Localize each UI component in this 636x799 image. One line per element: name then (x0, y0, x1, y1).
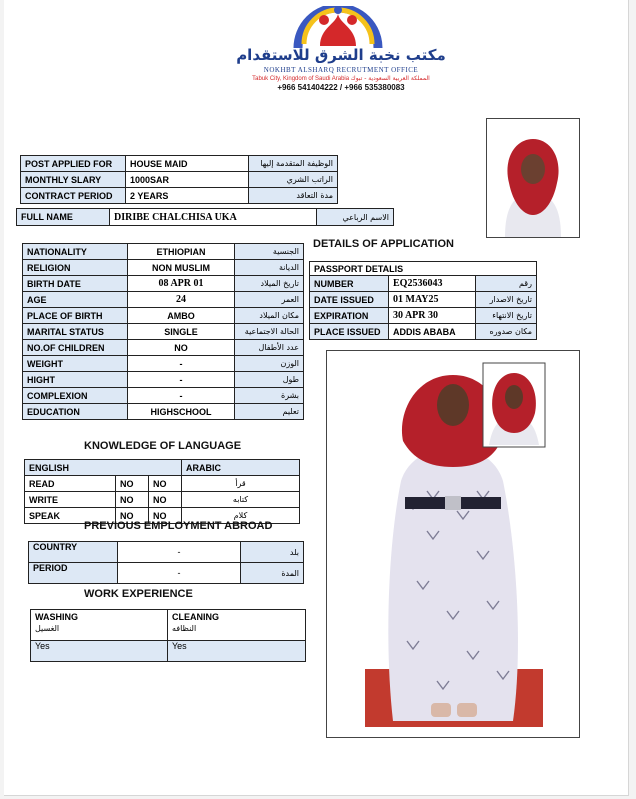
language-speak-label: SPEAK (25, 508, 116, 524)
salary-label-ar: الراتب الشري (249, 172, 338, 188)
table-row (21, 188, 338, 204)
personal-value: 24 (128, 292, 235, 308)
table-row (310, 276, 537, 292)
passport-issued-label: DATE ISSUED (310, 292, 389, 308)
personal-value: - (128, 372, 235, 388)
personal-value: - (128, 356, 235, 372)
personal-label: EDUCATION (23, 404, 128, 420)
personal-label-ar: الديانة (235, 260, 304, 276)
personal-label: COMPLEXION (23, 388, 128, 404)
language-write-english: NO (116, 492, 149, 508)
passport-issued-value: 01 MAY25 (389, 292, 476, 308)
personal-label-ar: الحالة الاجتماعية (235, 324, 304, 340)
passport-issued-ar: تاريخ الاصدار (476, 292, 537, 308)
full-name-label: FULL NAME (17, 209, 110, 226)
salary-value: 1000SAR (126, 172, 249, 188)
personal-label-ar: تعليم (235, 404, 304, 420)
passport-expiration-value: 30 APR 30 (389, 308, 476, 324)
personal-label-ar: بشرة (235, 388, 304, 404)
table-row (23, 324, 304, 340)
table-row (23, 356, 304, 372)
work-cleaning-en: CLEANING (172, 612, 219, 622)
personal-label-ar: تاريخ الميلاد (235, 276, 304, 292)
office-address (216, 75, 466, 82)
work-washing-value: Yes (31, 641, 168, 662)
office-name-english: NOKHBT ALSHARQ RECRUTMENT OFFICE (263, 66, 419, 74)
personal-value: NO (128, 340, 235, 356)
language-write-arabic: NO (149, 492, 182, 508)
job-info-table (20, 155, 338, 204)
post-value: HOUSE MAID (126, 156, 249, 172)
passport-table (309, 261, 537, 340)
table-row (23, 260, 304, 276)
table-row (29, 563, 304, 584)
language-write-ar: كتابه (182, 492, 300, 508)
previous-period-ar: المدة (241, 563, 304, 584)
previous-period-label: PERIOD (29, 563, 118, 584)
personal-value: ETHIOPIAN (128, 244, 235, 260)
personal-value: - (128, 388, 235, 404)
personal-label-ar: الجنسية (235, 244, 304, 260)
language-speak-english: NO (116, 508, 149, 524)
language-read-label: READ (25, 476, 116, 492)
personal-label-ar: طول (235, 372, 304, 388)
language-speak-ar: كلام (182, 508, 300, 524)
table-row (25, 492, 300, 508)
post-label: POST APPLIED FOR (21, 156, 126, 172)
previous-period-value: - (118, 563, 241, 584)
table-row (31, 610, 306, 641)
language-read-english: NO (116, 476, 149, 492)
passport-number-value: EQ2536043 (389, 276, 476, 292)
applicant-portrait-photo (486, 118, 580, 238)
personal-label: AGE (23, 292, 128, 308)
personal-label: NO.OF CHILDREN (23, 340, 128, 356)
table-row (29, 542, 304, 563)
full-name-label-ar: الاسم الرباعي (317, 209, 394, 226)
personal-value: 08 APR 01 (128, 276, 235, 292)
previous-country-ar: بلد (241, 542, 304, 563)
office-logo (216, 6, 466, 92)
personal-label-ar: مكان الميلاد (235, 308, 304, 324)
language-speak-arabic: NO (149, 508, 182, 524)
work-washing-ar: الغسيل (35, 624, 60, 633)
work-cleaning-value: Yes (168, 641, 306, 662)
table-row (31, 641, 306, 662)
table-row (23, 340, 304, 356)
previous-country-label: COUNTRY (29, 542, 118, 563)
full-photo-image (327, 351, 579, 737)
address-english: Tabuk City, Kingdom of Saudi Arabia (252, 76, 350, 82)
personal-label: MARITAL STATUS (23, 324, 128, 340)
work-washing-cell (31, 610, 168, 641)
table-row (23, 388, 304, 404)
address-arabic: المملكة العربية السعودية - تبوك (350, 75, 430, 82)
previous-employment-title: PREVIOUS EMPLOYMENT ABROAD (84, 520, 273, 532)
previous-employment-table (28, 541, 304, 584)
table-row (21, 172, 338, 188)
details-title: DETAILS OF APPLICATION (313, 238, 454, 250)
table-row (25, 476, 300, 492)
personal-value: HIGHSCHOOL (128, 404, 235, 420)
table-row (21, 156, 338, 172)
table-row (310, 308, 537, 324)
salary-label: MONTHLY SLARY (21, 172, 126, 188)
personal-label-ar: عدد الأطفال (235, 340, 304, 356)
applicant-full-photo (326, 350, 580, 738)
contract-value: 2 YEARS (126, 188, 249, 204)
language-head-english: ENGLISH (25, 460, 182, 476)
personal-label: PLACE OF BIRTH (23, 308, 128, 324)
full-name-value: DIRIBE CHALCHISA UKA (110, 209, 317, 226)
table-row (17, 209, 394, 226)
personal-details-table (22, 243, 304, 420)
passport-expiration-ar: تاريخ الانتهاء (476, 308, 537, 324)
previous-country-value: - (118, 542, 241, 563)
office-name-arabic: مكتب نخبة الشرق للاستقدام (236, 46, 446, 64)
table-row (23, 292, 304, 308)
table-row (310, 292, 537, 308)
personal-label: NATIONALITY (23, 244, 128, 260)
table-row (310, 262, 537, 276)
personal-label: RELIGION (23, 260, 128, 276)
contract-label-ar: مدة التعاقد (249, 188, 338, 204)
application-page (4, 0, 629, 796)
personal-label-ar: العمر (235, 292, 304, 308)
passport-place-value: ADDIS ABABA (389, 324, 476, 340)
work-cleaning-cell (168, 610, 306, 641)
work-experience-title: WORK EXPERIENCE (84, 588, 193, 600)
work-washing-en: WASHING (35, 612, 79, 622)
table-row (23, 308, 304, 324)
portrait-image (487, 119, 579, 237)
personal-label: WEIGHT (23, 356, 128, 372)
personal-label: BIRTH DATE (23, 276, 128, 292)
office-phones: +966 541404222 / +966 535380083 (277, 83, 405, 92)
language-head-arabic: ARABIC (182, 460, 300, 476)
language-table (24, 459, 300, 524)
language-read-ar: قرأ (182, 476, 300, 492)
work-experience-table (30, 609, 306, 662)
language-read-arabic: NO (149, 476, 182, 492)
passport-title: PASSPORT DETALIS (310, 262, 537, 276)
table-row (23, 276, 304, 292)
table-row (23, 372, 304, 388)
language-title: KNOWLEDGE OF LANGUAGE (84, 440, 242, 452)
passport-place-ar: مكان صدوره (476, 324, 537, 340)
table-row (23, 404, 304, 420)
full-name-table (16, 208, 394, 226)
contract-label: CONTRACT PERIOD (21, 188, 126, 204)
table-row (23, 244, 304, 260)
table-row (25, 460, 300, 476)
passport-number-label: NUMBER (310, 276, 389, 292)
work-cleaning-ar: النظافه (172, 624, 197, 633)
personal-value: AMBO (128, 308, 235, 324)
personal-value: NON MUSLIM (128, 260, 235, 276)
passport-expiration-label: EXPIRATION (310, 308, 389, 324)
personal-value: SINGLE (128, 324, 235, 340)
language-write-label: WRITE (25, 492, 116, 508)
passport-number-ar: رقم (476, 276, 537, 292)
table-row (310, 324, 537, 340)
personal-label: HIGHT (23, 372, 128, 388)
post-label-ar: الوظيفة المتقدمة إليها (249, 156, 338, 172)
passport-place-label: PLACE ISSUED (310, 324, 389, 340)
personal-label-ar: الوزن (235, 356, 304, 372)
